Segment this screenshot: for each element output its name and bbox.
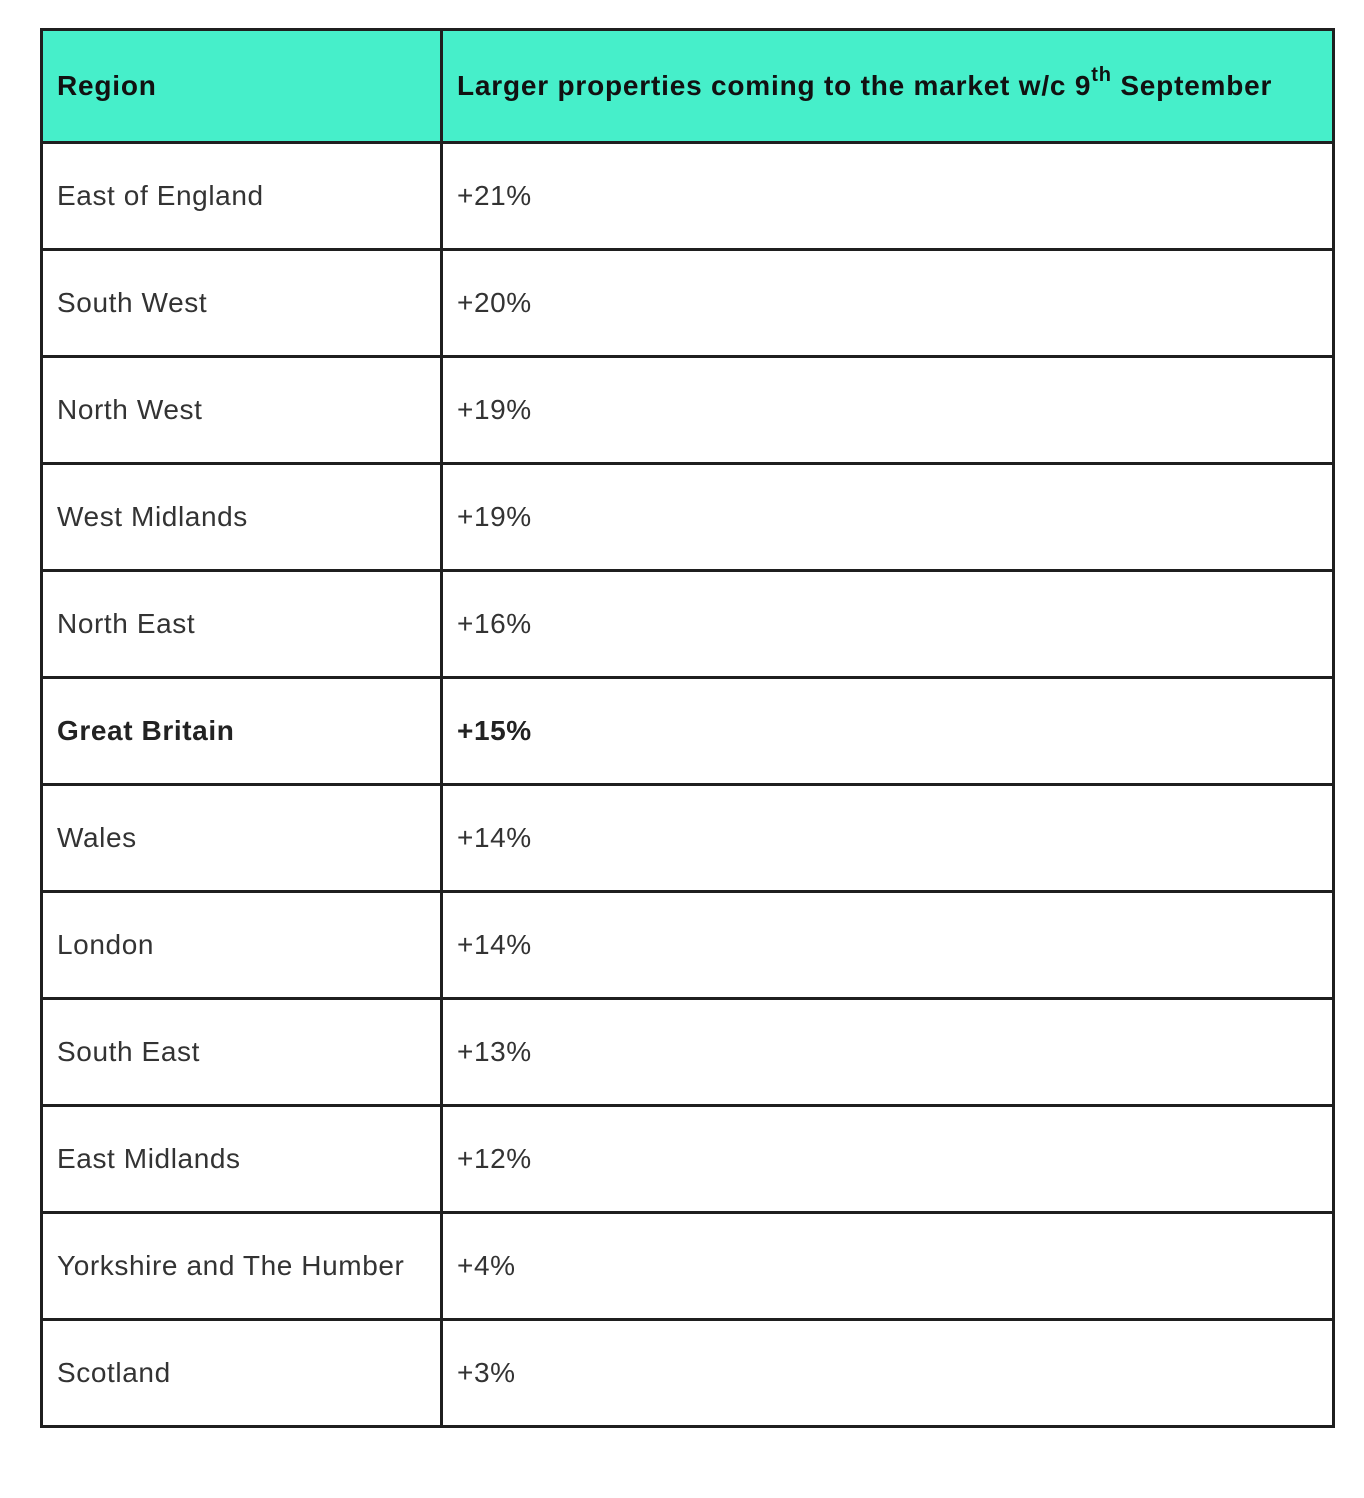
- region-cell: West Midlands: [42, 464, 442, 571]
- region-column-header: Region: [42, 30, 442, 143]
- value-cell: +19%: [442, 357, 1334, 464]
- value-cell: +16%: [442, 571, 1334, 678]
- value-cell: +20%: [442, 250, 1334, 357]
- region-cell: Great Britain: [42, 678, 442, 785]
- value-header-sup: th: [1091, 63, 1112, 86]
- region-cell: North East: [42, 571, 442, 678]
- value-cell: +3%: [442, 1320, 1334, 1427]
- table-row: [42, 1320, 1334, 1427]
- value-header-suffix: September: [1111, 70, 1273, 101]
- table-row: [42, 1106, 1334, 1213]
- region-cell: Yorkshire and The Humber: [42, 1213, 442, 1320]
- region-cell: East Midlands: [42, 1106, 442, 1213]
- region-cell: East of England: [42, 143, 442, 250]
- table-row: [42, 1213, 1334, 1320]
- region-cell: South East: [42, 999, 442, 1106]
- value-column-header: [442, 30, 1334, 143]
- value-header-prefix: Larger properties coming to the market w/c 9: [457, 70, 1092, 101]
- table-row: [42, 143, 1334, 250]
- table-row: [42, 571, 1334, 678]
- table-row: [42, 464, 1334, 571]
- table-row: [42, 785, 1334, 892]
- region-cell: Scotland: [42, 1320, 442, 1427]
- region-cell: London: [42, 892, 442, 999]
- value-cell: +12%: [442, 1106, 1334, 1213]
- table-row: [42, 892, 1334, 999]
- value-cell: +14%: [442, 785, 1334, 892]
- value-cell: +4%: [442, 1213, 1334, 1320]
- table-row: [42, 999, 1334, 1106]
- value-cell: +19%: [442, 464, 1334, 571]
- region-cell: North West: [42, 357, 442, 464]
- value-cell: +15%: [442, 678, 1334, 785]
- table-row: [42, 250, 1334, 357]
- region-cell: South West: [42, 250, 442, 357]
- region-cell: Wales: [42, 785, 442, 892]
- table-row: [42, 357, 1334, 464]
- table-row: [42, 678, 1334, 785]
- value-cell: +14%: [442, 892, 1334, 999]
- header-row: [42, 30, 1334, 143]
- value-cell: +13%: [442, 999, 1334, 1106]
- region-table: [40, 28, 1335, 1428]
- value-cell: +21%: [442, 143, 1334, 250]
- table-body: [42, 143, 1334, 1427]
